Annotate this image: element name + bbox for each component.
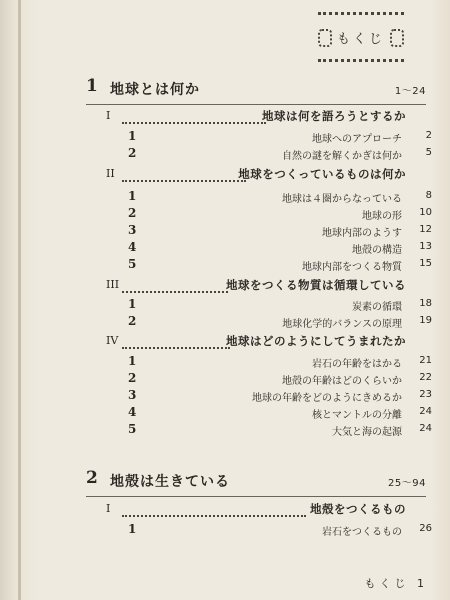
item-page: 10 bbox=[419, 207, 432, 218]
item-number: 2 bbox=[128, 371, 137, 385]
toc-item bbox=[128, 405, 432, 419]
item-page: 18 bbox=[419, 298, 432, 309]
item-title: 地殻の年齢はどのくらいか bbox=[282, 376, 402, 387]
item-number: 1 bbox=[128, 354, 137, 368]
section-roman: I bbox=[106, 502, 111, 515]
section-title: 地球はどのようにしてうまれたか bbox=[226, 334, 406, 348]
dot-leader bbox=[122, 168, 246, 182]
chapter-2 bbox=[86, 468, 436, 488]
item-number: 3 bbox=[128, 223, 137, 237]
chapter-number: 1 bbox=[86, 76, 98, 96]
item-number: 5 bbox=[128, 422, 137, 436]
section-1-2 bbox=[106, 166, 406, 182]
dot-leader bbox=[122, 503, 306, 517]
item-number: 1 bbox=[128, 297, 137, 311]
item-title: 地球の年齢をどのようにきめるか bbox=[252, 393, 402, 404]
toc-item bbox=[128, 206, 432, 220]
item-title: 地球の形 bbox=[362, 211, 402, 222]
item-title: 自然の謎を解くかぎは何か bbox=[282, 151, 402, 162]
section-1-4 bbox=[106, 333, 406, 349]
toc-item bbox=[128, 422, 432, 436]
chapter-rule bbox=[86, 496, 426, 497]
item-title: 地球化学的バランスの原理 bbox=[282, 319, 402, 330]
item-number: 2 bbox=[128, 146, 137, 160]
toc-item bbox=[128, 146, 432, 160]
toc-item bbox=[128, 223, 432, 237]
chapter-page-range: 1～24 bbox=[394, 86, 426, 97]
item-page: 2 bbox=[425, 130, 432, 141]
item-title: 岩石をつくるもの bbox=[322, 527, 402, 538]
page-spine bbox=[18, 0, 21, 600]
item-title: 炭素の循環 bbox=[352, 302, 402, 313]
section-roman: IV bbox=[106, 334, 119, 347]
toc-item bbox=[128, 257, 432, 271]
section-2-1 bbox=[106, 501, 406, 517]
dot-leader bbox=[122, 335, 230, 349]
item-title: 地球は４圏からなっている bbox=[282, 194, 402, 205]
item-page: 12 bbox=[419, 224, 432, 235]
item-page: 19 bbox=[419, 315, 432, 326]
chapter-title: 地球とは何か bbox=[110, 82, 200, 98]
toc-item bbox=[128, 129, 432, 143]
chapter-rule bbox=[86, 104, 426, 105]
item-number: 1 bbox=[128, 189, 137, 203]
item-page: 24 bbox=[419, 423, 432, 434]
item-title: 岩石の年齢をはかる bbox=[312, 359, 402, 370]
item-title: 大気と海の起源 bbox=[332, 427, 402, 438]
toc-item bbox=[128, 189, 432, 203]
item-number: 3 bbox=[128, 388, 137, 402]
toc-item bbox=[128, 240, 432, 254]
dot-leader bbox=[122, 279, 228, 293]
item-number: 4 bbox=[128, 405, 137, 419]
item-number: 1 bbox=[128, 522, 137, 536]
toc-item bbox=[128, 522, 432, 536]
dot-leader bbox=[122, 110, 266, 124]
item-page: 24 bbox=[419, 406, 432, 417]
item-number: 2 bbox=[128, 206, 137, 220]
item-number: 2 bbox=[128, 314, 137, 328]
section-roman: I bbox=[106, 109, 111, 122]
item-title: 地球内部をつくる物質 bbox=[302, 262, 402, 273]
chapter-1 bbox=[86, 76, 436, 96]
section-roman: III bbox=[106, 278, 120, 291]
section-title: 地球は何を語ろうとするか bbox=[262, 109, 406, 123]
item-number: 1 bbox=[128, 129, 137, 143]
section-1-3 bbox=[106, 277, 406, 293]
item-title: 地殻の構造 bbox=[352, 245, 402, 256]
item-page: 5 bbox=[425, 147, 432, 158]
item-page: 22 bbox=[419, 372, 432, 383]
item-number: 4 bbox=[128, 240, 137, 254]
item-title: 核とマントルの分離 bbox=[312, 410, 402, 421]
toc-item bbox=[128, 388, 432, 402]
item-page: 8 bbox=[425, 190, 432, 201]
section-roman: II bbox=[106, 167, 115, 180]
section-title: 地球をつくる物質は循環している bbox=[226, 278, 406, 292]
toc-item bbox=[128, 314, 432, 328]
section-title: 地球をつくっているものは何か bbox=[238, 167, 406, 181]
item-title: 地球へのアプローチ bbox=[312, 134, 402, 145]
item-page: 13 bbox=[419, 241, 432, 252]
chapter-title: 地殻は生きている bbox=[110, 474, 230, 490]
toc-header-title: もくじ bbox=[336, 32, 385, 47]
item-number: 5 bbox=[128, 257, 137, 271]
item-page: 15 bbox=[419, 258, 432, 269]
item-title: 地球内部のようす bbox=[322, 228, 402, 239]
toc-item bbox=[128, 354, 432, 368]
toc-header-box bbox=[318, 12, 404, 62]
chapter-number: 2 bbox=[86, 468, 98, 488]
chapter-page-range: 25～94 bbox=[388, 478, 426, 489]
section-title: 地殻をつくるもの bbox=[310, 502, 406, 516]
item-page: 21 bbox=[419, 355, 432, 366]
toc-item bbox=[128, 371, 432, 385]
toc-item bbox=[128, 297, 432, 311]
page-footer: もくじ 1 bbox=[364, 577, 428, 590]
section-1-1 bbox=[106, 108, 406, 124]
item-page: 26 bbox=[419, 523, 432, 534]
item-page: 23 bbox=[419, 389, 432, 400]
